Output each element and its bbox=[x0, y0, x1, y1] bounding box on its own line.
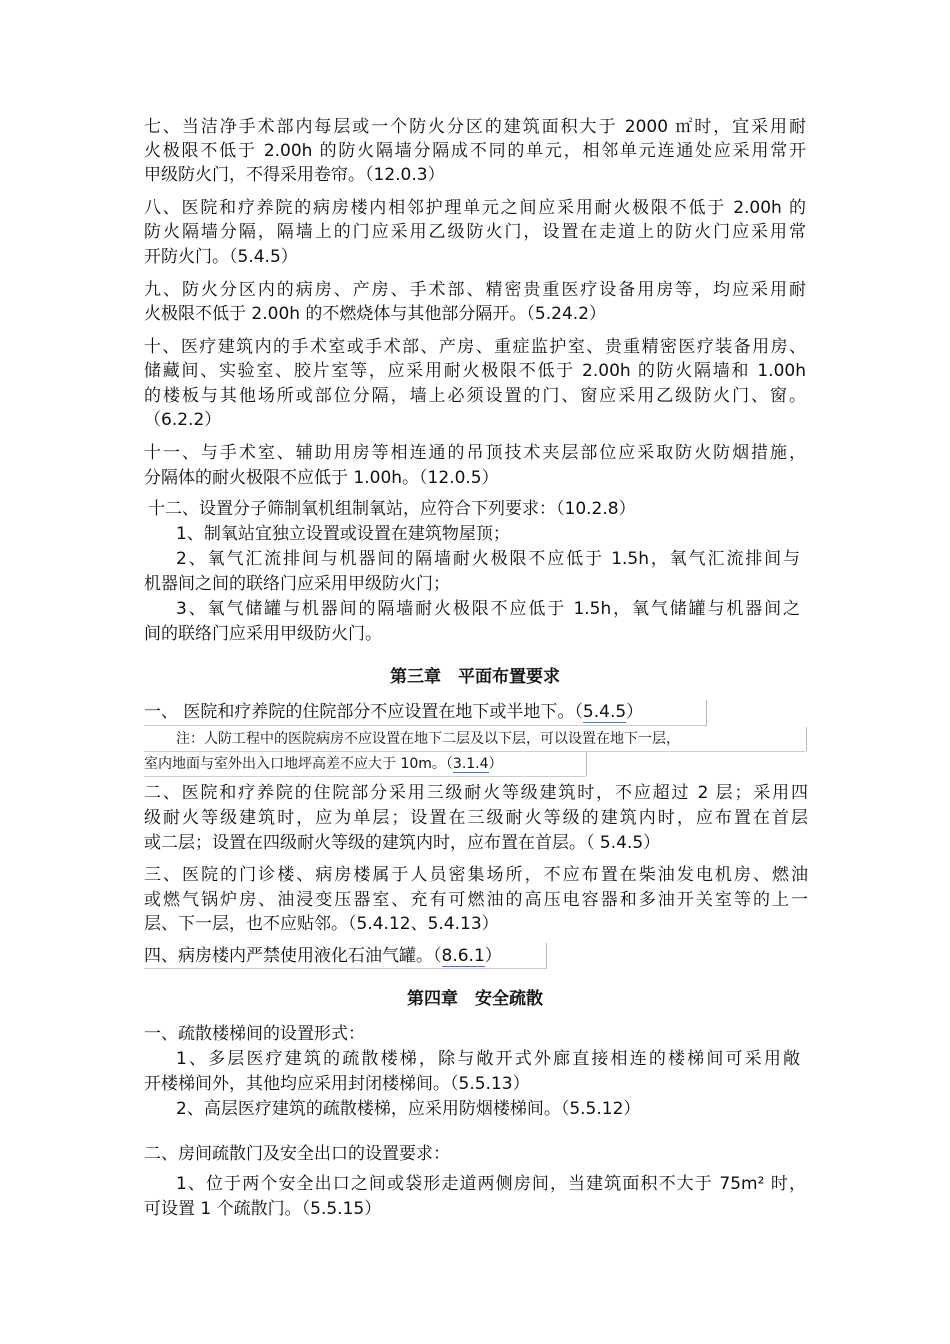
chapter-3-note-end: ） bbox=[488, 756, 503, 772]
section-8-line-3: 开防火门。（5.4.5） bbox=[144, 247, 298, 267]
section-10-line-1: 十、医疗建筑内的手术室或手术部、产房、重症监护室、贵重精密医疗装备用房、 bbox=[144, 337, 806, 357]
chapter-3-item-1-ref: 5.4.5 bbox=[582, 702, 627, 722]
section-8-line-2: 防火隔墙分隔，隔墙上的门应采用乙级防火门，设置在走道上的防火门应采用常 bbox=[144, 222, 806, 242]
divider bbox=[586, 752, 587, 776]
chapter-4-title: 第四章 安全疏散 bbox=[407, 989, 543, 1009]
chapter-3-item-2-line-3: 或二层；设置在四级耐火等级的建筑内时，应布置在首层。（ 5.4.5） bbox=[144, 833, 661, 853]
section-12-item-3-line-2: 间的联络门应采用甲级防火门。 bbox=[144, 624, 382, 644]
section-9-line-2: 火极限不低于 2.00h 的不燃烧体与其他部分隔开。（5.24.2） bbox=[144, 304, 607, 324]
chapter-3-item-4-text: 四、病房楼内严禁使用液化石油气罐。（ bbox=[144, 946, 442, 966]
section-7-line-3: 甲级防火门，不得采用卷帘。（12.0.3） bbox=[144, 165, 445, 185]
section-7-line-2: 火极限不低于 2.00h 的防火隔墙分隔成不同的单元，相邻单元连通处应采用常开 bbox=[144, 141, 806, 161]
section-10-line-4: （6.2.2） bbox=[144, 410, 222, 430]
chapter-3-item-4 bbox=[144, 944, 502, 968]
chapter-4-section-2-title: 二、房间疏散门及安全出口的设置要求： bbox=[144, 1144, 450, 1164]
chapter-4-section-1-item-1-line-2: 开楼梯间外，其他均应采用封闭楼梯间。（5.5.13） bbox=[144, 1074, 530, 1094]
chapter-3-item-3-line-3: 层、下一层，也不应贴邻。（5.4.12、5.4.13） bbox=[144, 914, 499, 934]
section-10-line-2: 储藏间、实验室、胶片室等，应采用耐火极限不低于 2.00h 的防火隔墙和 1.00h bbox=[144, 361, 806, 381]
divider bbox=[144, 776, 586, 777]
chapter-3-item-2-line-2: 级耐火等级建筑时，应为单层；设置在三级耐火等级的建筑内时，应布置在首层 bbox=[144, 808, 808, 828]
chapter-3-item-4-end: ） bbox=[484, 946, 502, 966]
chapter-3-item-1 bbox=[144, 700, 643, 724]
divider bbox=[144, 725, 706, 726]
section-12-item-3-line-1: 3、氧气储罐与机器间的隔墙耐火极限不应低于 1.5h，氧气储罐与机器间之 bbox=[176, 599, 800, 619]
chapter-3-item-3-line-2: 或燃气锅炉房、油浸变压器室、充有可燃油的高压电容器和多油开关室等的上一 bbox=[144, 890, 808, 910]
divider bbox=[806, 727, 807, 751]
divider bbox=[144, 968, 546, 969]
section-11-line-2: 分隔体的耐火极限不应低于 1.00h。（12.0.5） bbox=[144, 468, 499, 488]
chapter-3-note-line-2 bbox=[144, 752, 503, 776]
section-12-item-2-line-2: 机器间之间的联络门应采用甲级防火门； bbox=[144, 574, 450, 594]
divider bbox=[546, 943, 547, 969]
section-8-line-1: 八、医院和疗养院的病房楼内相邻护理单元之间应采用耐火极限不低于 2.00h 的 bbox=[144, 198, 806, 218]
chapter-4-section-2-item-1-line-2: 可设置 1 个疏散门。（5.5.15） bbox=[144, 1199, 382, 1219]
chapter-3-title: 第三章 平面布置要求 bbox=[390, 667, 560, 687]
section-12-title: 十二、设置分子筛制氧机组制氧站，应符合下列要求：（10.2.8） bbox=[148, 499, 636, 519]
section-10-line-3: 的楼板与其他场所或部位分隔，墙上必须设置的门、窗应采用乙级防火门、窗。 bbox=[144, 386, 806, 406]
chapter-3-item-2-line-1: 二、医院和疗养院的住院部分采用三级耐火等级建筑时，不应超过 2 层；采用四 bbox=[144, 783, 808, 803]
chapter-3-item-4-ref: 8.6.1 bbox=[441, 946, 485, 966]
chapter-4-section-1-item-1-line-1: 1、多层医疗建筑的疏散楼梯，除与敞开式外廊直接相连的楼梯间可采用敞 bbox=[176, 1049, 800, 1069]
chapter-3-item-1-text: 一、 医院和疗养院的住院部分不应设置在地下或半地下。（ bbox=[144, 702, 583, 722]
section-12-item-2-line-1: 2、氧气汇流排间与机器间的隔墙耐火极限不应低于 1.5h，氧气汇流排间与 bbox=[176, 549, 800, 569]
section-7-line-1: 七、当洁净手术部内每层或一个防火分区的建筑面积大于 2000 ㎡时，宜采用耐 bbox=[144, 117, 806, 137]
section-12-item-1: 1、制氧站宜独立设置或设置在建筑物屋顶； bbox=[176, 524, 510, 544]
chapter-3-item-3-line-1: 三、医院的门诊楼、病房楼属于人员密集场所，不应布置在柴油发电机房、燃油 bbox=[144, 865, 808, 885]
section-9-line-1: 九、防火分区内的病房、产房、手术部、精密贵重医疗设备用房等，均应采用耐 bbox=[144, 280, 806, 300]
section-11-line-1: 十一、与手术室、辅助用房等相连通的吊顶技术夹层部位应采取防火防烟措施， bbox=[144, 443, 806, 463]
chapter-3-note-ref: 3.1.4 bbox=[452, 756, 489, 772]
chapter-3-note-line-1: 注：人防工程中的医院病房不应设置在地下二层及以下层，可以设置在地下一层， bbox=[176, 731, 680, 747]
chapter-3-note-text: 室内地面与室外出入口地坪高差不应大于 10m。（ bbox=[144, 756, 453, 772]
chapter-4-section-2-item-1-line-1: 1、位于两个安全出口之间或袋形走道两侧房间，当建筑面积不大于 75m² 时， bbox=[176, 1174, 806, 1194]
chapter-4-section-1-item-2: 2、高层医疗建筑的疏散楼梯，应采用防烟楼梯间。（5.5.12） bbox=[176, 1099, 641, 1119]
chapter-4-section-1-title: 一、疏散楼梯间的设置形式： bbox=[144, 1024, 365, 1044]
chapter-3-item-1-end: ） bbox=[626, 702, 644, 722]
divider bbox=[706, 700, 707, 726]
